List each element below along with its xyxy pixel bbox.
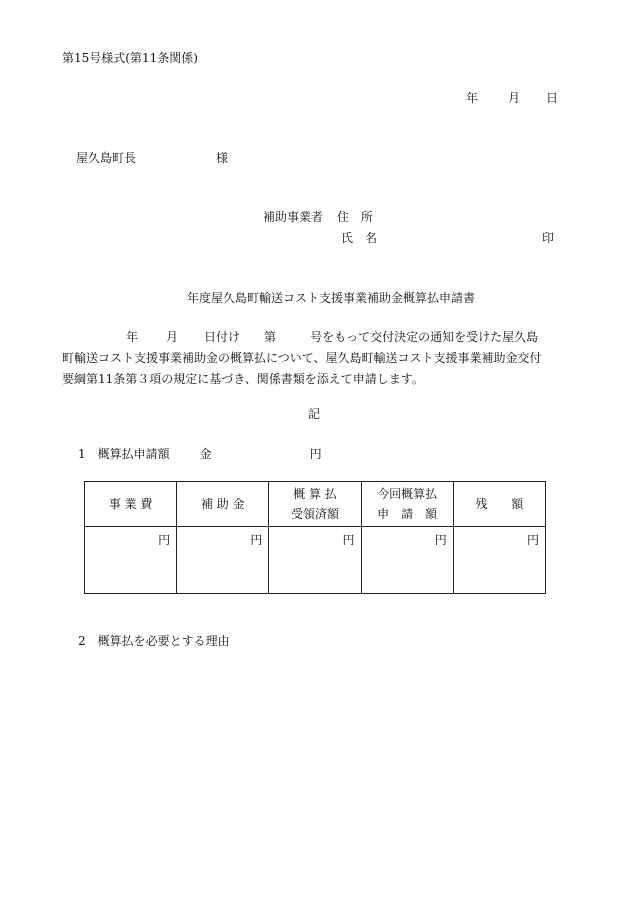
body-paragraph <box>62 327 582 390</box>
seal-mark: 印 <box>542 231 555 245</box>
item-1-label: 概算払申請額 <box>97 447 170 461</box>
date-month-label: 月 <box>508 91 521 105</box>
header-subsidy: 補 助 金 <box>177 482 269 527</box>
item-1-request-amount <box>78 448 322 460</box>
item-1-number: 1 <box>78 447 86 461</box>
body-line-2: 町輸送コスト支援事業補助金の概算払について、屋久島町輸送コスト支援事業補助金交付 <box>62 351 542 365</box>
amounts-table <box>84 481 546 594</box>
item-2-reason <box>78 635 230 647</box>
ki-heading: 記 <box>308 407 321 421</box>
applicant-address-line <box>263 211 385 223</box>
item-2-label: 概算払を必要とする理由 <box>97 634 230 648</box>
cell-current-request: 円 <box>361 527 453 594</box>
cell-prepaid-received: 円 <box>269 527 361 594</box>
addressee <box>76 152 228 164</box>
addressee-name: 屋久島町長 <box>76 151 137 165</box>
header-prepaid-received: 概 算 払 受領済額 <box>269 482 361 527</box>
cell-project-cost: 円 <box>85 527 177 594</box>
date-line <box>466 92 558 104</box>
table-header-row <box>85 482 546 527</box>
header-balance: 残 額 <box>453 482 545 527</box>
document-title: 年度屋久島町輸送コスト支援事業補助金概算払申請書 <box>187 291 476 305</box>
applicant-role: 補助事業者 <box>263 210 324 224</box>
item-1-kin: 金 <box>199 447 212 461</box>
addressee-honorific: 様 <box>216 151 229 165</box>
item-1-yen: 円 <box>309 447 322 461</box>
body-line-1: 年 月 日付け 第 号をもって交付決定の通知を受けた屋久島 <box>126 330 539 344</box>
header-current-request: 今回概算払 申 請 額 <box>361 482 453 527</box>
name-label: 氏名 <box>341 231 390 245</box>
cell-balance: 円 <box>453 527 545 594</box>
form-number: 第15号様式(第11条関係) <box>62 51 198 65</box>
item-2-number: 2 <box>78 634 86 648</box>
cell-subsidy: 円 <box>177 527 269 594</box>
date-day-label: 日 <box>546 91 559 105</box>
table-row <box>85 527 546 594</box>
body-line-3: 要綱第11条第３項の規定に基づき、関係書類を添えて申請します。 <box>62 372 424 386</box>
date-year-label: 年 <box>466 91 479 105</box>
header-project-cost: 事 業 費 <box>85 482 177 527</box>
address-label: 住所 <box>337 210 386 224</box>
